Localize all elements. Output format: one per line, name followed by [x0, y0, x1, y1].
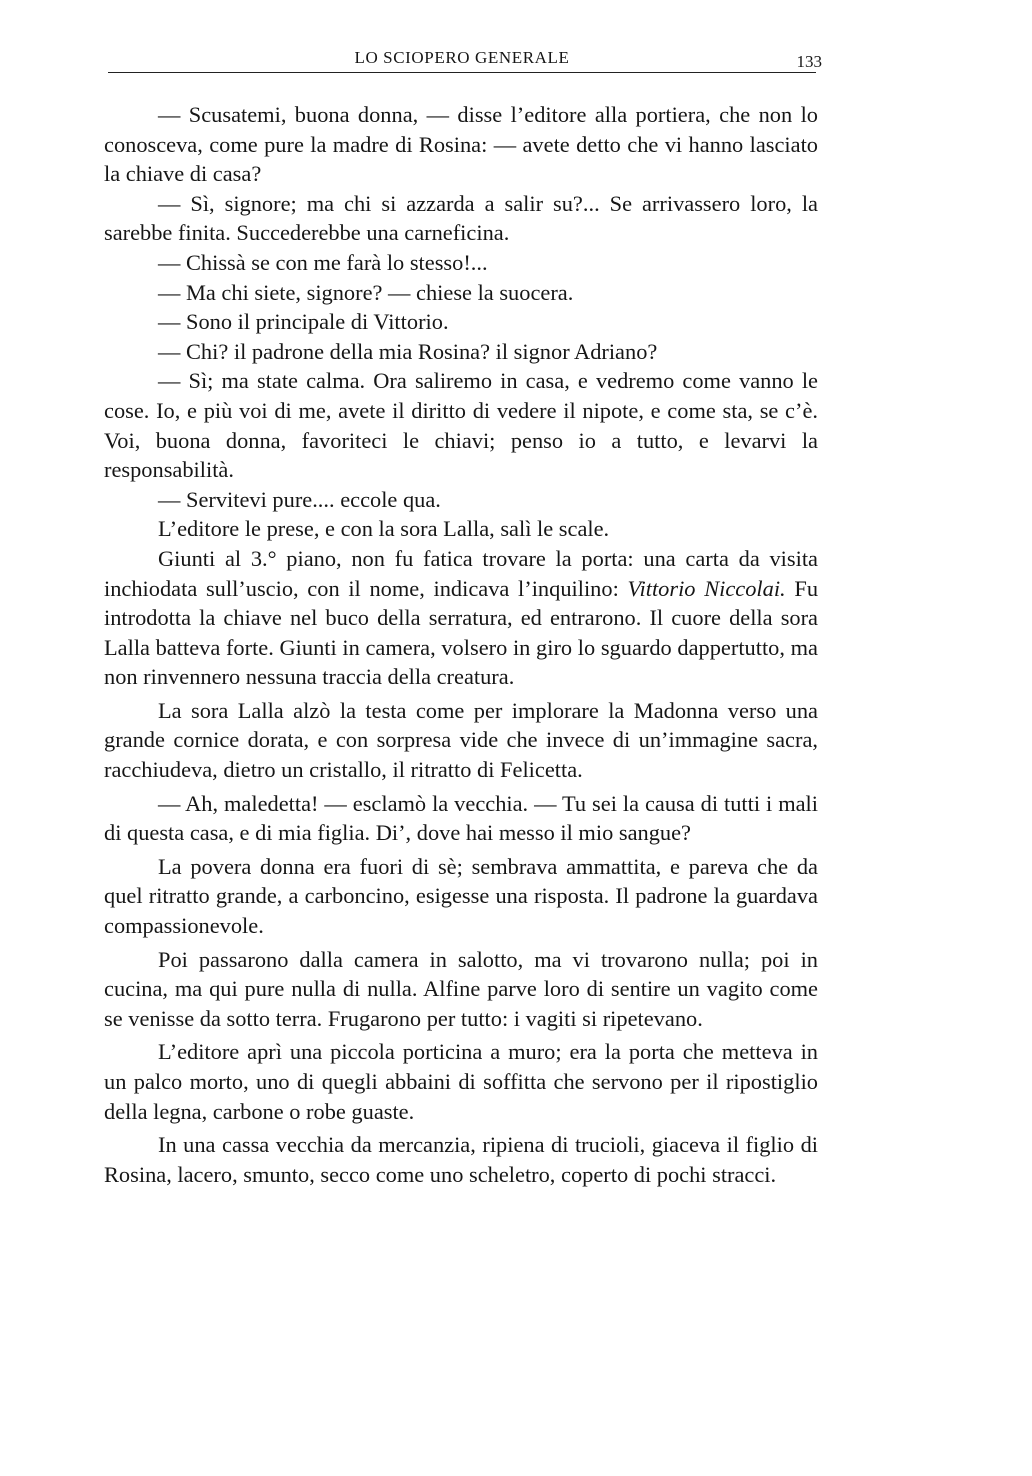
paragraph-6: — Chi? il padrone della mia Rosina? il signor Adriano? [158, 338, 658, 364]
paragraph-10-start: Giunti al 3.° piano, non fu fatica trovare la porta: una carta da visita inchiodata sull’uscio, con il nome, indicava l’inquilino: [104, 545, 818, 601]
header-rule [108, 72, 816, 73]
paragraph-13: La povera donna era fuori di sè; sembrava ammattita, e pareva che da quel ritratto grande, a carboncino, esigesse una risposta. Il padrone la guardava compassionevole. [104, 853, 818, 939]
tenant-name: Vittorio Niccolai. [627, 575, 786, 601]
paragraph-8: — Servitevi pure.... eccole qua. [158, 486, 441, 512]
paragraph-1: — Scusatemi, buona donna, — disse l’editore alla portiera, che non lo conosceva, come pure la madre di Rosina: — avete detto che vi hanno lasciato la chiave di casa? [104, 102, 818, 187]
paragraph-15: L’editore aprì una piccola porticina a muro; era la porta che metteva in un palco morto, uno di quegli abbaini di soffitta che servono per il ripostiglio della legna, carbone o robe guaste. [104, 1039, 818, 1124]
running-title: LO SCIOPERO GENERALE [354, 48, 570, 67]
paragraph-12: — Ah, maledetta! — esclamò la vecchia. — Tu sei la causa di tutti i mali di questa casa, e di mia figlia. Di’, dove hai messo il mio sangue? [104, 790, 818, 846]
paragraph-7: — Sì; ma state calma. Ora saliremo in casa, e vedremo come vanno le cose. Io, e più voi di me, avete il diritto di vedere il nipote, e come sta, se c’è. Voi, buona donna, favoriteci le chiavi; penso io a tutto, e levarvi la responsabilità. [104, 368, 818, 483]
page-header [108, 46, 822, 76]
paragraph-14: Poi passarono dalla camera in salotto, ma vi trovarono nulla; poi in cucina, ma qui pure nulla di nulla. Alfine parve loro di sentire un vagito come se venisse da sotto terra. Frugarono per tutto: i vagiti si ripetevano. [104, 946, 818, 1031]
page-number: 133 [796, 52, 822, 71]
paragraph-11: La sora Lalla alzò la testa come per implorare la Madonna verso una grande cornice dorata, e con sorpresa vide che invece di un’immagine sacra, racchiudeva, dietro un cristallo, il ritratto di Felicetta. [104, 697, 818, 783]
paragraph-10-end: Fu introdotta la chiave nel buco della serratura, ed entrarono. Il cuore della sora Lalla batteva forte. Giunti in camera, volsero in giro lo sguardo dappertutto, ma non rinvennero nessuna traccia della creatura. [104, 575, 819, 690]
paragraph-4: — Ma chi siete, signore? — chiese la suocera. [158, 279, 574, 305]
paragraph-16: In una cassa vecchia da mercanzia, ripiena di trucioli, giaceva il figlio di Rosina, lacero, smunto, secco come uno scheletro, coperto di pochi stracci. [104, 1132, 818, 1187]
body-text [104, 100, 818, 1189]
paragraph-5: — Sono il principale di Vittorio. [158, 309, 449, 335]
paragraph-3: — Chissà se con me farà lo stesso!... [158, 249, 488, 275]
paragraph-10 [104, 544, 818, 692]
paragraph-2: — Sì, signore; ma chi si azzarda a salir su?... Se arrivassero loro, la sarebbe finita. Succederebbe una carneficina. [104, 190, 818, 246]
paragraph-9: L’editore le prese, e con la sora Lalla, salì le scale. [158, 516, 610, 542]
